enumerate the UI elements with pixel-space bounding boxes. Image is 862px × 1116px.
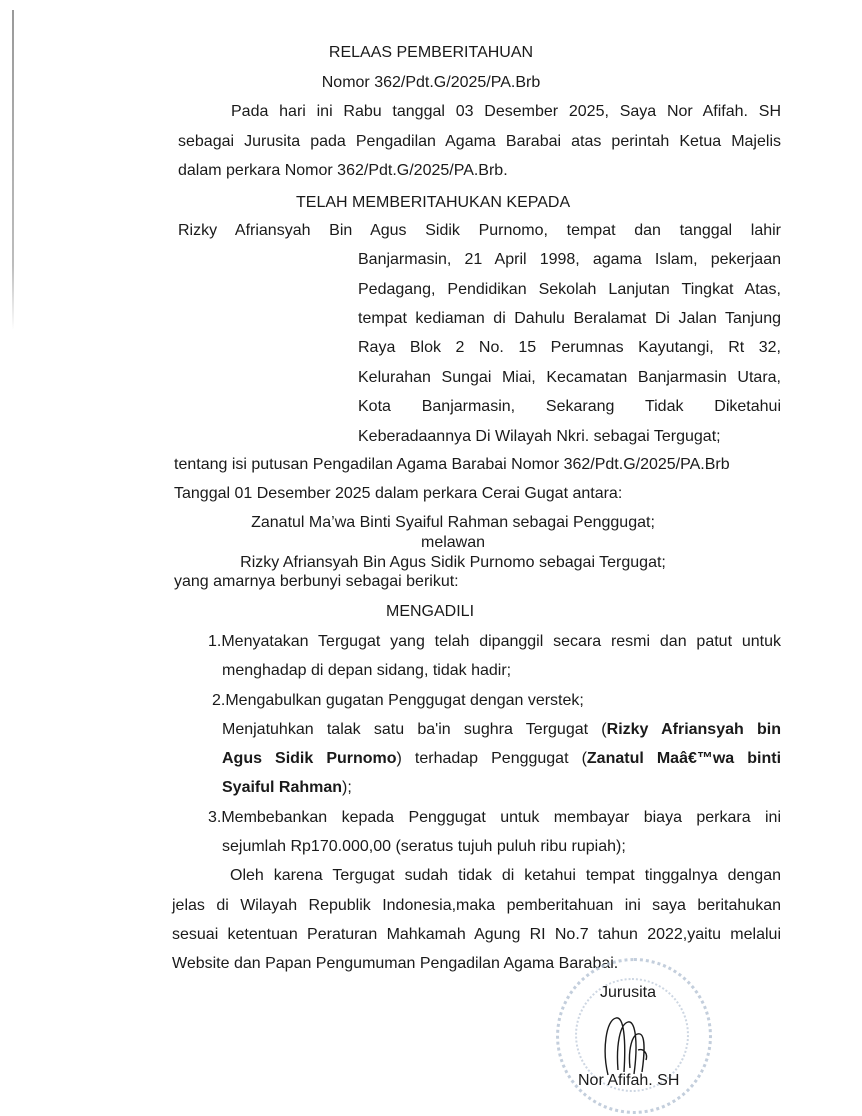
verdict-item-1-line-1: 1.Menyatakan Tergugat yang telah dipanggil secara resmi dan patut untuk	[208, 633, 781, 650]
recipient-line-4: tempat kediaman di Dahulu Beralamat Di Jalan Tanjung	[358, 310, 781, 327]
plaintiff-name-bold-2: Syaiful Rahman	[222, 779, 343, 796]
about-line-2: Tanggal 01 Desember 2025 dalam perkara Cerai Gugat antara:	[174, 485, 623, 502]
closing-paren: );	[342, 779, 352, 796]
defendant-name-bold-1: Rizky Afriansyah bin	[606, 721, 782, 738]
verdict-intro-line: yang amarnya berbunyi sebagai berikut:	[174, 573, 459, 590]
closing-line-1: Oleh karena Tergugat sudah tidak di ketahui tempat tinggalnya dengan	[230, 867, 781, 884]
verdict-item-2-line-3	[222, 749, 781, 769]
recipient-line-1: Rizky Afriansyah Bin Agus Sidik Purnomo, tempat dan tanggal lahir	[178, 222, 781, 239]
intro-line-3: dalam perkara Nomor 362/Pdt.G/2025/PA.Brb.	[178, 162, 508, 179]
talak-text: Menjatuhkan talak satu ba'in sughra Tergugat (	[222, 721, 607, 738]
signature-role: Jurusita	[600, 984, 657, 1001]
handwritten-signature	[600, 1010, 660, 1080]
signature-name: Nor Afifah. SH	[578, 1072, 680, 1089]
recipient-line-5: Raya Blok 2 No. 15 Perumnas Kayutangi, Rt 32,	[358, 339, 781, 356]
verdict-item-2-line-1: 2.Mengabulkan gugatan Penggugat dengan verstek;	[212, 692, 584, 709]
verdict-item-2-line-2	[222, 720, 781, 740]
closing-line-4: Website dan Papan Pengumuman Pengadilan Agama Barabai.	[172, 955, 619, 972]
plaintiff-name-bold-1: Zanatul Maâ€™wa binti	[586, 750, 782, 767]
recipient-line-8: Keberadaannya Di Wilayah Nkri. sebagai Tergugat;	[358, 428, 721, 445]
plaintiff-line: Zanatul Ma’wa Binti Syaiful Rahman sebagai Penggugat;	[251, 514, 655, 531]
verdict-item-2-line-4	[222, 778, 352, 798]
recipient-line-3: Pedagang, Pendidikan Sekolah Lanjutan Tingkat Atas,	[358, 281, 781, 298]
intro-line-1: Pada hari ini Rabu tanggal 03 Desember 2025, Saya Nor Afifah. SH	[231, 103, 781, 120]
intro-line-2: sebagai Jurusita pada Pengadilan Agama Barabai atas perintah Ketua Majelis	[178, 133, 781, 150]
verdict-item-3-line-1: 3.Membebankan kepada Penggugat untuk membayar biaya perkara ini	[208, 809, 781, 826]
terhadap-text: ) terhadap Penggugat (	[396, 750, 587, 767]
defendant-line: Rizky Afriansyah Bin Agus Sidik Purnomo sebagai Tergugat;	[240, 554, 666, 571]
notice-heading: TELAH MEMBERITAHUKAN KEPADA	[296, 194, 571, 211]
closing-line-3: sesuai ketentuan Peraturan Mahkamah Agung RI No.7 tahun 2022,yaitu melalui	[172, 926, 781, 943]
recipient-line-2: Banjarmasin, 21 April 1998, agama Islam, pekerjaan	[358, 251, 781, 268]
document-number: Nomor 362/Pdt.G/2025/PA.Brb	[321, 74, 541, 91]
verdict-heading: MENGADILI	[386, 603, 475, 620]
verdict-item-1-line-2: menghadap di depan sidang, tidak hadir;	[222, 662, 512, 679]
versus-line: melawan	[420, 534, 486, 551]
defendant-name-bold-2: Agus Sidik Purnomo	[222, 750, 397, 767]
recipient-line-7: Kota Banjarmasin, Sekarang Tidak Diketahui	[358, 398, 781, 415]
verdict-item-3-line-2: sejumlah Rp170.000,00 (seratus tujuh puluh ribu rupiah);	[222, 838, 626, 855]
recipient-line-6: Kelurahan Sungai Miai, Kecamatan Banjarmasin Utara,	[358, 369, 781, 386]
about-line-1: tentang isi putusan Pengadilan Agama Barabai Nomor 362/Pdt.G/2025/PA.Brb	[174, 456, 730, 473]
document-title: RELAAS PEMBERITAHUAN	[328, 44, 534, 61]
closing-line-2: jelas di Wilayah Republik Indonesia,maka pemberitahuan ini saya beritahukan	[172, 897, 781, 914]
